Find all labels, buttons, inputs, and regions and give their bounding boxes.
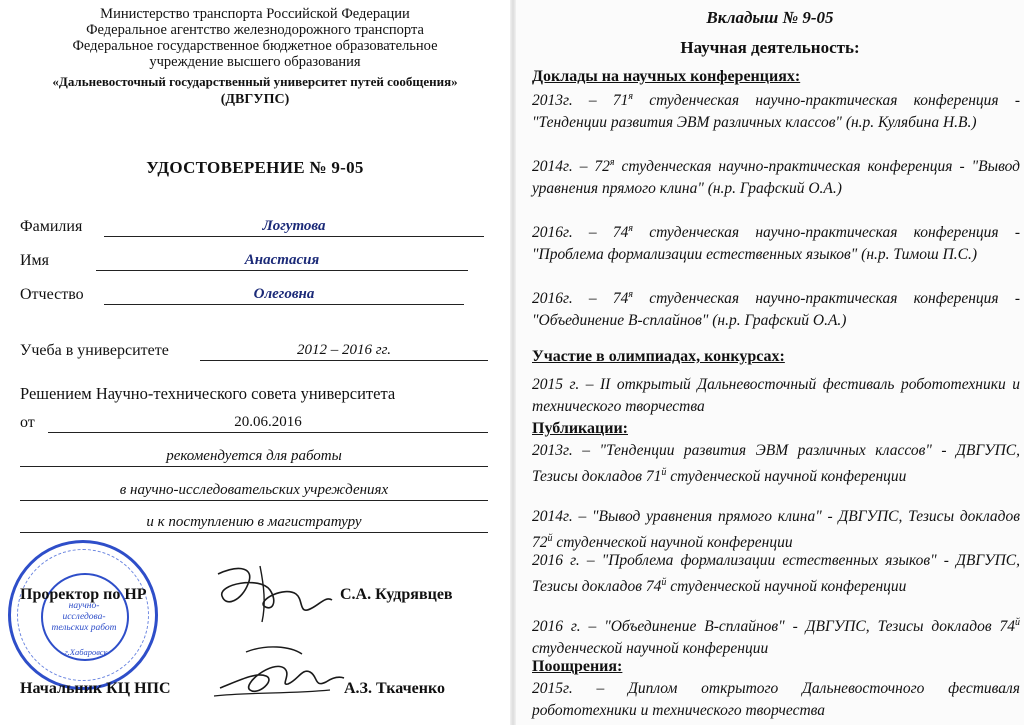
name-label: Имя (20, 252, 50, 269)
study-value: 2012 – 2016 гг. (200, 340, 488, 361)
head-name: А.З. Ткаченко (344, 680, 445, 697)
university-name: «Дальневосточный государственный университет путей сообщения» (52, 74, 458, 89)
conference-item-3: 2016г. – $74^я$ студенческая научно-практическая конференция - "Проблема формализации естественных языков" (н.р. Тимош П.С.) (532, 223, 1021, 264)
prorector-name: С.А. Кудрявцев (340, 586, 453, 603)
surname-value: Логутова (104, 216, 484, 237)
certificate-title: УДОСТОВЕРЕНИЕ № 9-05 (146, 158, 364, 177)
signature-1-icon (200, 556, 340, 626)
prorector-title: Проректор по НР (20, 586, 147, 603)
recommendation-line-2: в научно-исследовательских учреждениях (20, 480, 488, 501)
publication-item-4: 2016 г. – "Объединение В-сплайнов" - ДВГУПС, Тезисы докладов $74^й$ студенческой научной конференции (532, 617, 1020, 658)
conference-item-2: 2014г. – $72^я$ студенческая научно-практическая конференция - "Вывод уравнения прямого клина" (н.р. Графский О.А.) (532, 157, 1021, 198)
agency-line: Федеральное агентство железнодорожного транспорта (86, 22, 424, 38)
publication-item-2: 2014г. – "Вывод уравнения прямого клина" - ДВГУПС, Тезисы докладов $72^й$ студенческой научной конференции (532, 508, 1020, 552)
institution-line: Федеральное государственное бюджетное образовательное (72, 38, 438, 54)
olympiad-item-1: 2015 г. – II открытый Дальневосточный фестиваль робототехники и технического творчества (532, 376, 1020, 415)
recommendation-line-1: рекомендуется для работы (20, 446, 488, 467)
publications-heading: Публикации: (532, 420, 628, 437)
conference-item-1: 2013г. – $71^я$ студенческая научно-практическая конференция - "Тенденции развития ЭВМ различных классов" (н.р. Кулябина Н.В.) (532, 91, 1021, 132)
head-title: Начальник КЦ НПС (20, 680, 171, 697)
university-abbr: (ДВГУПС) (220, 92, 290, 107)
from-label: от (20, 414, 35, 431)
awards-heading: Поощрения: (532, 658, 623, 675)
university-seal (8, 540, 158, 690)
recommendation-line-3: и к поступлению в магистратуру (20, 512, 488, 533)
insert-title: Вкладыш № 9-05 (706, 8, 834, 27)
institution-line-2: учреждение высшего образования (149, 54, 361, 70)
olympiads-heading: Участие в олимпиадах, конкурсах: (532, 348, 785, 365)
name-value: Анастасия (96, 250, 468, 271)
conferences-heading: Доклады на научных конференциях: (532, 68, 801, 85)
study-label: Учеба в университете (20, 342, 169, 359)
seal-city: г.Хабаровск (64, 647, 108, 657)
patronymic-value: Олеговна (104, 284, 464, 305)
publication-item-1: 2013г. – "Тенденции развития ЭВМ различных классов" - ДВГУПС, Тезисы докладов $71^й$ студенческой научной конференции (532, 442, 1020, 486)
award-item-1: 2015г. – Диплом открытого Дальневосточного фестиваля робототехники и технического творчества (532, 680, 1020, 719)
conference-item-4: 2016г. – $74^я$ студенческая научно-практическая конференция - "Объединение В-сплайнов" (н.р. Графский О.А.) (532, 289, 1021, 330)
publication-item-3: 2016 г. – "Проблема формализации естественных языков" - ДВГУПС, Тезисы докладов $74^й$ студенческой научной конференции (532, 552, 1020, 596)
surname-label: Фамилия (20, 218, 83, 235)
patronymic-label: Отчество (20, 286, 84, 303)
signature-2-icon (210, 632, 350, 712)
decision-date: 20.06.2016 (48, 412, 488, 433)
seal-text: научно-исследова-тельских работ (51, 601, 117, 633)
decision-text: Решением Научно-технического совета университета (20, 384, 396, 403)
ministry-line: Министерство транспорта Российской Федерации (100, 6, 410, 22)
section-heading: Научная деятельность: (680, 38, 860, 57)
